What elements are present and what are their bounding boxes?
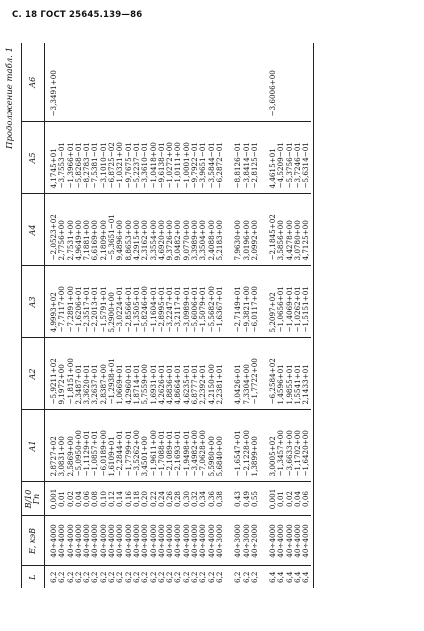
table-cell: 40÷3000: [243, 516, 251, 566]
table-cell: 0,32: [191, 482, 199, 516]
table-cell: 0,30: [183, 482, 191, 516]
table-cell: 0,38: [216, 482, 224, 516]
table-cell: −6,2584+02: [269, 338, 277, 410]
table-cell: −5,6006+01: [191, 266, 199, 338]
table-cell: 9,4896+00: [116, 194, 124, 266]
table-cell: −1,7722+00: [251, 338, 259, 410]
table-cell: −6,2872−01: [216, 122, 224, 194]
table-cell: −2,2844+01: [116, 410, 124, 482]
table-cell: 0,04: [75, 482, 83, 516]
table-cell: 2,2392+01: [199, 338, 207, 410]
table-cell: 40÷4000: [174, 516, 182, 566]
table-cell: 0,01: [58, 482, 66, 516]
table-cell: 0,02: [67, 482, 75, 516]
table-cell: 40÷4000: [208, 516, 216, 566]
table-cell: [150, 43, 158, 122]
table-cell: 0,28: [174, 482, 182, 516]
table-cell: −3,6006+00: [269, 43, 277, 122]
table-body: [45, 43, 311, 588]
table-cell: 4,2626+01: [158, 338, 166, 410]
table-cell: −1,6206+01: [75, 266, 83, 338]
table-cell: 4,4278+00: [286, 194, 294, 266]
table-cell: 0,01: [277, 482, 285, 516]
table-cell: 5,6840+00: [216, 410, 224, 482]
table-cell: −7,5381−01: [91, 122, 99, 194]
table-cell: −1,0656+01: [277, 266, 285, 338]
table-cell: 3,0196+00: [243, 194, 251, 266]
table-cell: −2,1228+00: [243, 410, 251, 482]
table-cell: 6,2: [156, 571, 166, 583]
table-cell: −9,7675−01: [125, 122, 133, 194]
table-cell: 3,3620+01: [83, 338, 91, 410]
table-cell: [91, 43, 99, 122]
table-cell: 0,49: [243, 482, 251, 516]
table-cell: −1,7799+01: [125, 410, 133, 482]
table-cell: −5,3756−01: [286, 122, 294, 194]
col-header-a5: A5: [22, 122, 45, 194]
table-cell: −6,0117+00: [251, 266, 259, 338]
table-cell: [243, 43, 251, 122]
table-cell: 40÷4000: [294, 516, 302, 566]
table-cell: −9,7922−01: [191, 122, 199, 194]
table-cell: −1,0418+00: [150, 122, 158, 194]
table-cell: 4,7125+00: [302, 194, 310, 266]
table-cell: −3,2247+01: [166, 266, 174, 338]
table-cell: 4,6920+00: [158, 194, 166, 266]
table-cell: 6,4: [301, 571, 311, 583]
table-cell: 2,3487+01: [75, 338, 83, 410]
table-cell: 40÷4000: [100, 516, 108, 566]
table-cell: 4,2960+01: [125, 338, 133, 410]
table-cell: 0,001: [269, 482, 277, 516]
table-cell: −1,1604+01: [150, 266, 158, 338]
table-cell: 6,2: [198, 571, 208, 583]
table-cell: 1,4596+01: [277, 338, 285, 410]
table-cell: −1,6367+01: [216, 266, 224, 338]
table-cell: −2,8125−01: [251, 122, 259, 194]
table-cell: 4,1745+01: [45, 122, 59, 194]
table-cell: 40÷4000: [269, 516, 277, 566]
table-cell: 6,2: [90, 571, 100, 583]
table-cell: 0,08: [91, 482, 99, 516]
table-cell: −3,1010−01: [100, 122, 108, 194]
table-cell: −5,2237−01: [133, 122, 141, 194]
table-cell: 4,8664+01: [174, 338, 182, 410]
table-cell: −5,0950+00: [75, 410, 83, 482]
table-cell: 3,3989+00: [191, 194, 199, 266]
col-header-a3: A3: [22, 266, 45, 338]
table-cell: 6,4: [293, 571, 303, 583]
table-cell: 8,8653+00: [125, 194, 133, 266]
table-cell: −3,3491+00: [45, 43, 59, 122]
table-cell: −1,7088+01: [158, 410, 166, 482]
table-cell: 0,43: [234, 482, 242, 516]
table-cell: 6,8777+01: [191, 338, 199, 410]
table-cell: 6,2: [49, 571, 58, 583]
col-header-a4: A4: [22, 194, 45, 266]
table-cell: 6,2: [131, 571, 141, 583]
table-cell: 40÷4000: [141, 516, 149, 566]
table-cell: −1,0262+01: [294, 266, 302, 338]
table-cell: −1,0321+00: [116, 122, 124, 194]
table-cell: [294, 43, 302, 122]
table-cell: 0,14: [116, 482, 124, 516]
table-cell: 5,5980+00: [208, 410, 216, 482]
table-cell: 9,3726+00: [166, 194, 174, 266]
table-cell: 3,3554+00: [150, 194, 158, 266]
table-cell: 2,8727+02: [45, 410, 59, 482]
table-cell: 0,26: [166, 482, 174, 516]
table-cell: 40÷4000: [45, 516, 59, 566]
table-cell: −5,9211+02: [45, 338, 59, 410]
table-cell: 6,2: [140, 571, 150, 583]
table-cell: −3,5844−01: [208, 122, 216, 194]
table-cell: 6,2: [57, 571, 67, 583]
table-cell: [208, 43, 216, 122]
table-cell: −1,6547+01: [234, 410, 242, 482]
table-cell: 6,2: [241, 571, 251, 583]
table-area: [5, 43, 409, 588]
table-cell: 40÷4000: [91, 516, 99, 566]
table-cell: 40÷4000: [286, 516, 294, 566]
table-cell: 2,7531+00: [67, 194, 75, 266]
table-cell: −1,1702+00: [294, 410, 302, 482]
table-cell: 40÷4000: [150, 516, 158, 566]
col-header-a6: A6: [22, 43, 45, 122]
table-cell: −3,3610−01: [141, 122, 149, 194]
table-cell: −2,7149+01: [234, 266, 242, 338]
table-cell: 0,18: [133, 482, 141, 516]
table-cell: 40÷4000: [75, 516, 83, 566]
table-cell: 5,7559+00: [141, 338, 149, 410]
table-cell: 2,4088+00: [208, 194, 216, 266]
table-cell: 6,2: [107, 571, 117, 583]
table-cell: 5,2900+00: [108, 266, 116, 338]
table-cell: 1,3899+00: [251, 410, 259, 482]
table-cell: −1,6420+00: [302, 410, 310, 482]
table-cell: −7,0628+00: [199, 410, 207, 482]
table-cell: −8,2783−01: [83, 122, 91, 194]
table-cell: 2,3162+00: [141, 194, 149, 266]
table-cell: −2,0523+02: [45, 194, 59, 266]
table-cell: 6,2: [190, 571, 200, 583]
table-cell: 2,2381+01: [216, 338, 224, 410]
table-cell: −3,0224+01: [116, 266, 124, 338]
table-cell: 0,12: [108, 482, 116, 516]
table-cell: [58, 43, 66, 122]
table-row: [251, 43, 259, 588]
table-cell: 1,6109+01: [108, 410, 116, 482]
table-cell: −5,6314−01: [302, 122, 310, 194]
table-cell: −3,4982+00: [191, 410, 199, 482]
table-cell: −1,4069+01: [286, 266, 294, 338]
table-cell: 9,1972+00: [58, 338, 66, 410]
table-cell: [141, 43, 149, 122]
col-header-a1: A1: [22, 410, 45, 482]
table-cell: 40÷4000: [108, 516, 116, 566]
table-cell: [199, 43, 207, 122]
table-cell: 6,2: [82, 571, 92, 583]
table-cell: −1,0001+00: [183, 122, 191, 194]
table-cell: [133, 43, 141, 122]
table-cell: [166, 43, 174, 122]
table-cell: −8,8126−01: [234, 122, 242, 194]
table-cell: −1,8151+00: [67, 338, 75, 410]
table-cell: 3,0831+00: [58, 410, 66, 482]
table-cell: [108, 43, 116, 122]
table-cell: −2,1693+01: [174, 410, 182, 482]
table-cell: 4,9649+00: [75, 194, 83, 266]
table-cell: −2,1089+01: [166, 410, 174, 482]
table-cell: 1,9855+01: [286, 338, 294, 410]
table-cell: −7,2891+00: [67, 266, 75, 338]
table-cell: 0,06: [302, 482, 310, 516]
table-cell: 7,3304+00: [243, 338, 251, 410]
table-cell: 6,4: [284, 571, 294, 583]
table-cell: −4,5209−01: [277, 122, 285, 194]
table-cell: 40÷4000: [199, 516, 207, 566]
table-cell: 6,2: [173, 571, 183, 583]
table-cell: −1,5791+01: [100, 266, 108, 338]
table-cell: [158, 43, 166, 122]
table-cell: 5,2097+02: [269, 266, 277, 338]
table-cell: −1,5151+01: [302, 266, 310, 338]
table-cell: 4,9993+02: [45, 266, 59, 338]
table-cell: 6,2: [233, 571, 243, 583]
table-cell: [234, 43, 242, 122]
table-cell: 0,04: [294, 482, 302, 516]
table-cell: 40÷4000: [183, 516, 191, 566]
table-cell: −3,7553−01: [58, 122, 66, 194]
table-cell: 0,55: [251, 482, 259, 516]
table-cell: 6,2: [214, 571, 224, 583]
col-header-a2: A2: [22, 338, 45, 410]
table-cell: −1,3505+01: [133, 266, 141, 338]
table-cell: −9,3821+00: [243, 266, 251, 338]
table-cell: −3,9651−01: [199, 122, 207, 194]
table-cell: [75, 43, 83, 122]
table-cell: 0,001: [45, 482, 59, 516]
table-cell: 4,0426+01: [234, 338, 242, 410]
table-cell: −3,6633+00: [286, 410, 294, 482]
table-cell: −6,8725−02: [108, 122, 116, 194]
table-cell: [116, 43, 124, 122]
table-cell: 1,8714+01: [133, 338, 141, 410]
table-cell: 6,4: [276, 571, 286, 583]
table-cell: 3,5856+00: [277, 194, 285, 266]
table-cell: 5,2183+00: [216, 194, 224, 266]
table-cell: 40÷3000: [216, 516, 224, 566]
table-cell: [100, 43, 108, 122]
table-cell: −6,0189+00: [100, 410, 108, 482]
table-row: [216, 43, 224, 588]
table-cell: 40÷4000: [133, 516, 141, 566]
table-cell: 2,8387+00: [100, 338, 108, 410]
table-bottom-rule: [313, 43, 314, 588]
table-cell: −1,3966+01: [67, 122, 75, 194]
data-table: [21, 43, 311, 588]
table-cell: 40÷4000: [158, 516, 166, 566]
table-cell: 40÷4000: [166, 516, 174, 566]
table-cell: 40÷4000: [58, 516, 66, 566]
table-cell: [191, 43, 199, 122]
table-cell: −3,5262+00: [133, 410, 141, 482]
table-cell: 3,2637+01: [91, 338, 99, 410]
table-cell: [251, 43, 259, 122]
table-cell: 6,2: [98, 571, 108, 583]
table-cell: −1,0111+00: [174, 122, 182, 194]
table-cell: 7,9630+00: [234, 194, 242, 266]
table-cell: 6,2: [123, 571, 133, 583]
table-cell: 2,7756+00: [58, 194, 66, 266]
table-cell: 40÷4000: [302, 516, 310, 566]
table-cell: [183, 43, 191, 122]
col-header-l: L: [22, 566, 45, 588]
table-cell: −7,7117+00: [58, 266, 66, 338]
table-cell: 6,2: [206, 571, 216, 583]
table-cell: −9,6138−01: [158, 122, 166, 194]
table-cell: 6,2: [249, 571, 259, 583]
table-cell: 6,2: [115, 571, 125, 583]
table-cell: 3,3504+00: [199, 194, 207, 266]
table-cell: [125, 43, 133, 122]
table-cell: 9,0482+00: [174, 194, 182, 266]
table-cell: 4,4615+01: [269, 122, 277, 194]
table-row: [45, 43, 59, 588]
table-cell: [277, 43, 285, 122]
table-cell: 1,6931+01: [150, 338, 158, 410]
table-row: [302, 43, 310, 588]
table-cell: −1,0272+00: [166, 122, 174, 194]
table-cell: −2,8995+01: [158, 266, 166, 338]
table-cell: 40÷2000: [251, 516, 259, 566]
table-cell: 4,8836+01: [166, 338, 174, 410]
table-cell: 6,2: [165, 571, 175, 583]
table-cell: 4,2915+00: [133, 194, 141, 266]
table-cell: 3,0780+00: [294, 194, 302, 266]
table-cell: −5,8246+00: [141, 266, 149, 338]
table-cell: 0,02: [286, 482, 294, 516]
table-cell: 40÷4000: [116, 516, 124, 566]
table-cell: 0,22: [150, 482, 158, 516]
col-header-e: E, кэВ: [22, 516, 45, 566]
table-cell: 6,2: [73, 571, 83, 583]
table-cell: 6,2: [65, 571, 75, 583]
table-cell: −3,0989+01: [183, 266, 191, 338]
table-cell: −3,7246−01: [294, 122, 302, 194]
table-cell: [174, 43, 182, 122]
page-header: С. 18 ГОСТ 25645.139—86: [12, 10, 143, 20]
col-header-b: B/10 Гп: [22, 482, 45, 516]
table-cell: 0,24: [158, 482, 166, 516]
table-cell: −1,2938+01: [108, 338, 116, 410]
table-cell: −3,8414−01: [243, 122, 251, 194]
table-cell: 40÷4000: [125, 516, 133, 566]
table-cell: 2,1809+00: [100, 194, 108, 266]
table-cell: 40÷3000: [234, 516, 242, 566]
table-cell: 7,1881+00: [83, 194, 91, 266]
table-cell: 0,34: [199, 482, 207, 516]
table-cell: −5,5682+00: [208, 266, 216, 338]
continuation-caption: Продолжение табл. 1: [5, 47, 15, 149]
table-cell: 6,2: [181, 571, 191, 583]
table-cell: 6,6169+00: [91, 194, 99, 266]
table-cell: 2,0992+00: [251, 194, 259, 266]
table-cell: 4,6235+01: [183, 338, 191, 410]
table-cell: [216, 43, 224, 122]
table-cell: 2,5869+00: [67, 410, 75, 482]
table-cell: −3,2117+01: [174, 266, 182, 338]
table-cell: [286, 43, 294, 122]
table-cell: 0,36: [208, 482, 216, 516]
table-cell: 0,20: [141, 482, 149, 516]
rotated-page: [5, 43, 409, 588]
table-cell: 40÷4000: [67, 516, 75, 566]
table-cell: −2,3517+01: [83, 266, 91, 338]
table-cell: [302, 43, 310, 122]
table-cell: 1,0669+01: [116, 338, 124, 410]
table-header-row: [22, 43, 45, 588]
table-cell: −1,9611+00: [150, 410, 158, 482]
table-cell: −1,1129+01: [83, 410, 91, 482]
table-cell: −2,2013+01: [91, 266, 99, 338]
table-cell: 6,2: [148, 571, 158, 583]
table-cell: 1,5541+01: [294, 338, 302, 410]
table-cell: 4,2150+00: [208, 338, 216, 410]
table-cell: 2,1433+01: [302, 338, 310, 410]
table-cell: 40÷4000: [277, 516, 285, 566]
table-cell: −1,5079+01: [199, 266, 207, 338]
table-cell: 6,4: [268, 571, 278, 583]
table-cell: 40÷4000: [83, 516, 91, 566]
table-cell: −2,8566+01: [125, 266, 133, 338]
table-cell: 3,0005+02: [269, 410, 277, 482]
table-cell: −1,9498+01: [183, 410, 191, 482]
table-cell: −5,8268−01: [75, 122, 83, 194]
table-cell: −1,0857+01: [91, 410, 99, 482]
table-cell: 0,16: [125, 482, 133, 516]
table-cell: 9,0770+00: [183, 194, 191, 266]
table-cell: 40÷4000: [191, 516, 199, 566]
table-cell: −5,3651−01: [108, 194, 116, 266]
table-cell: 3,4501+00: [141, 410, 149, 482]
table-cell: 0,06: [83, 482, 91, 516]
table-cell: −2,1845+02: [269, 194, 277, 266]
table-cell: [67, 43, 75, 122]
table-cell: −1,3457+00: [277, 410, 285, 482]
table-cell: [83, 43, 91, 122]
table-cell: 0,10: [100, 482, 108, 516]
